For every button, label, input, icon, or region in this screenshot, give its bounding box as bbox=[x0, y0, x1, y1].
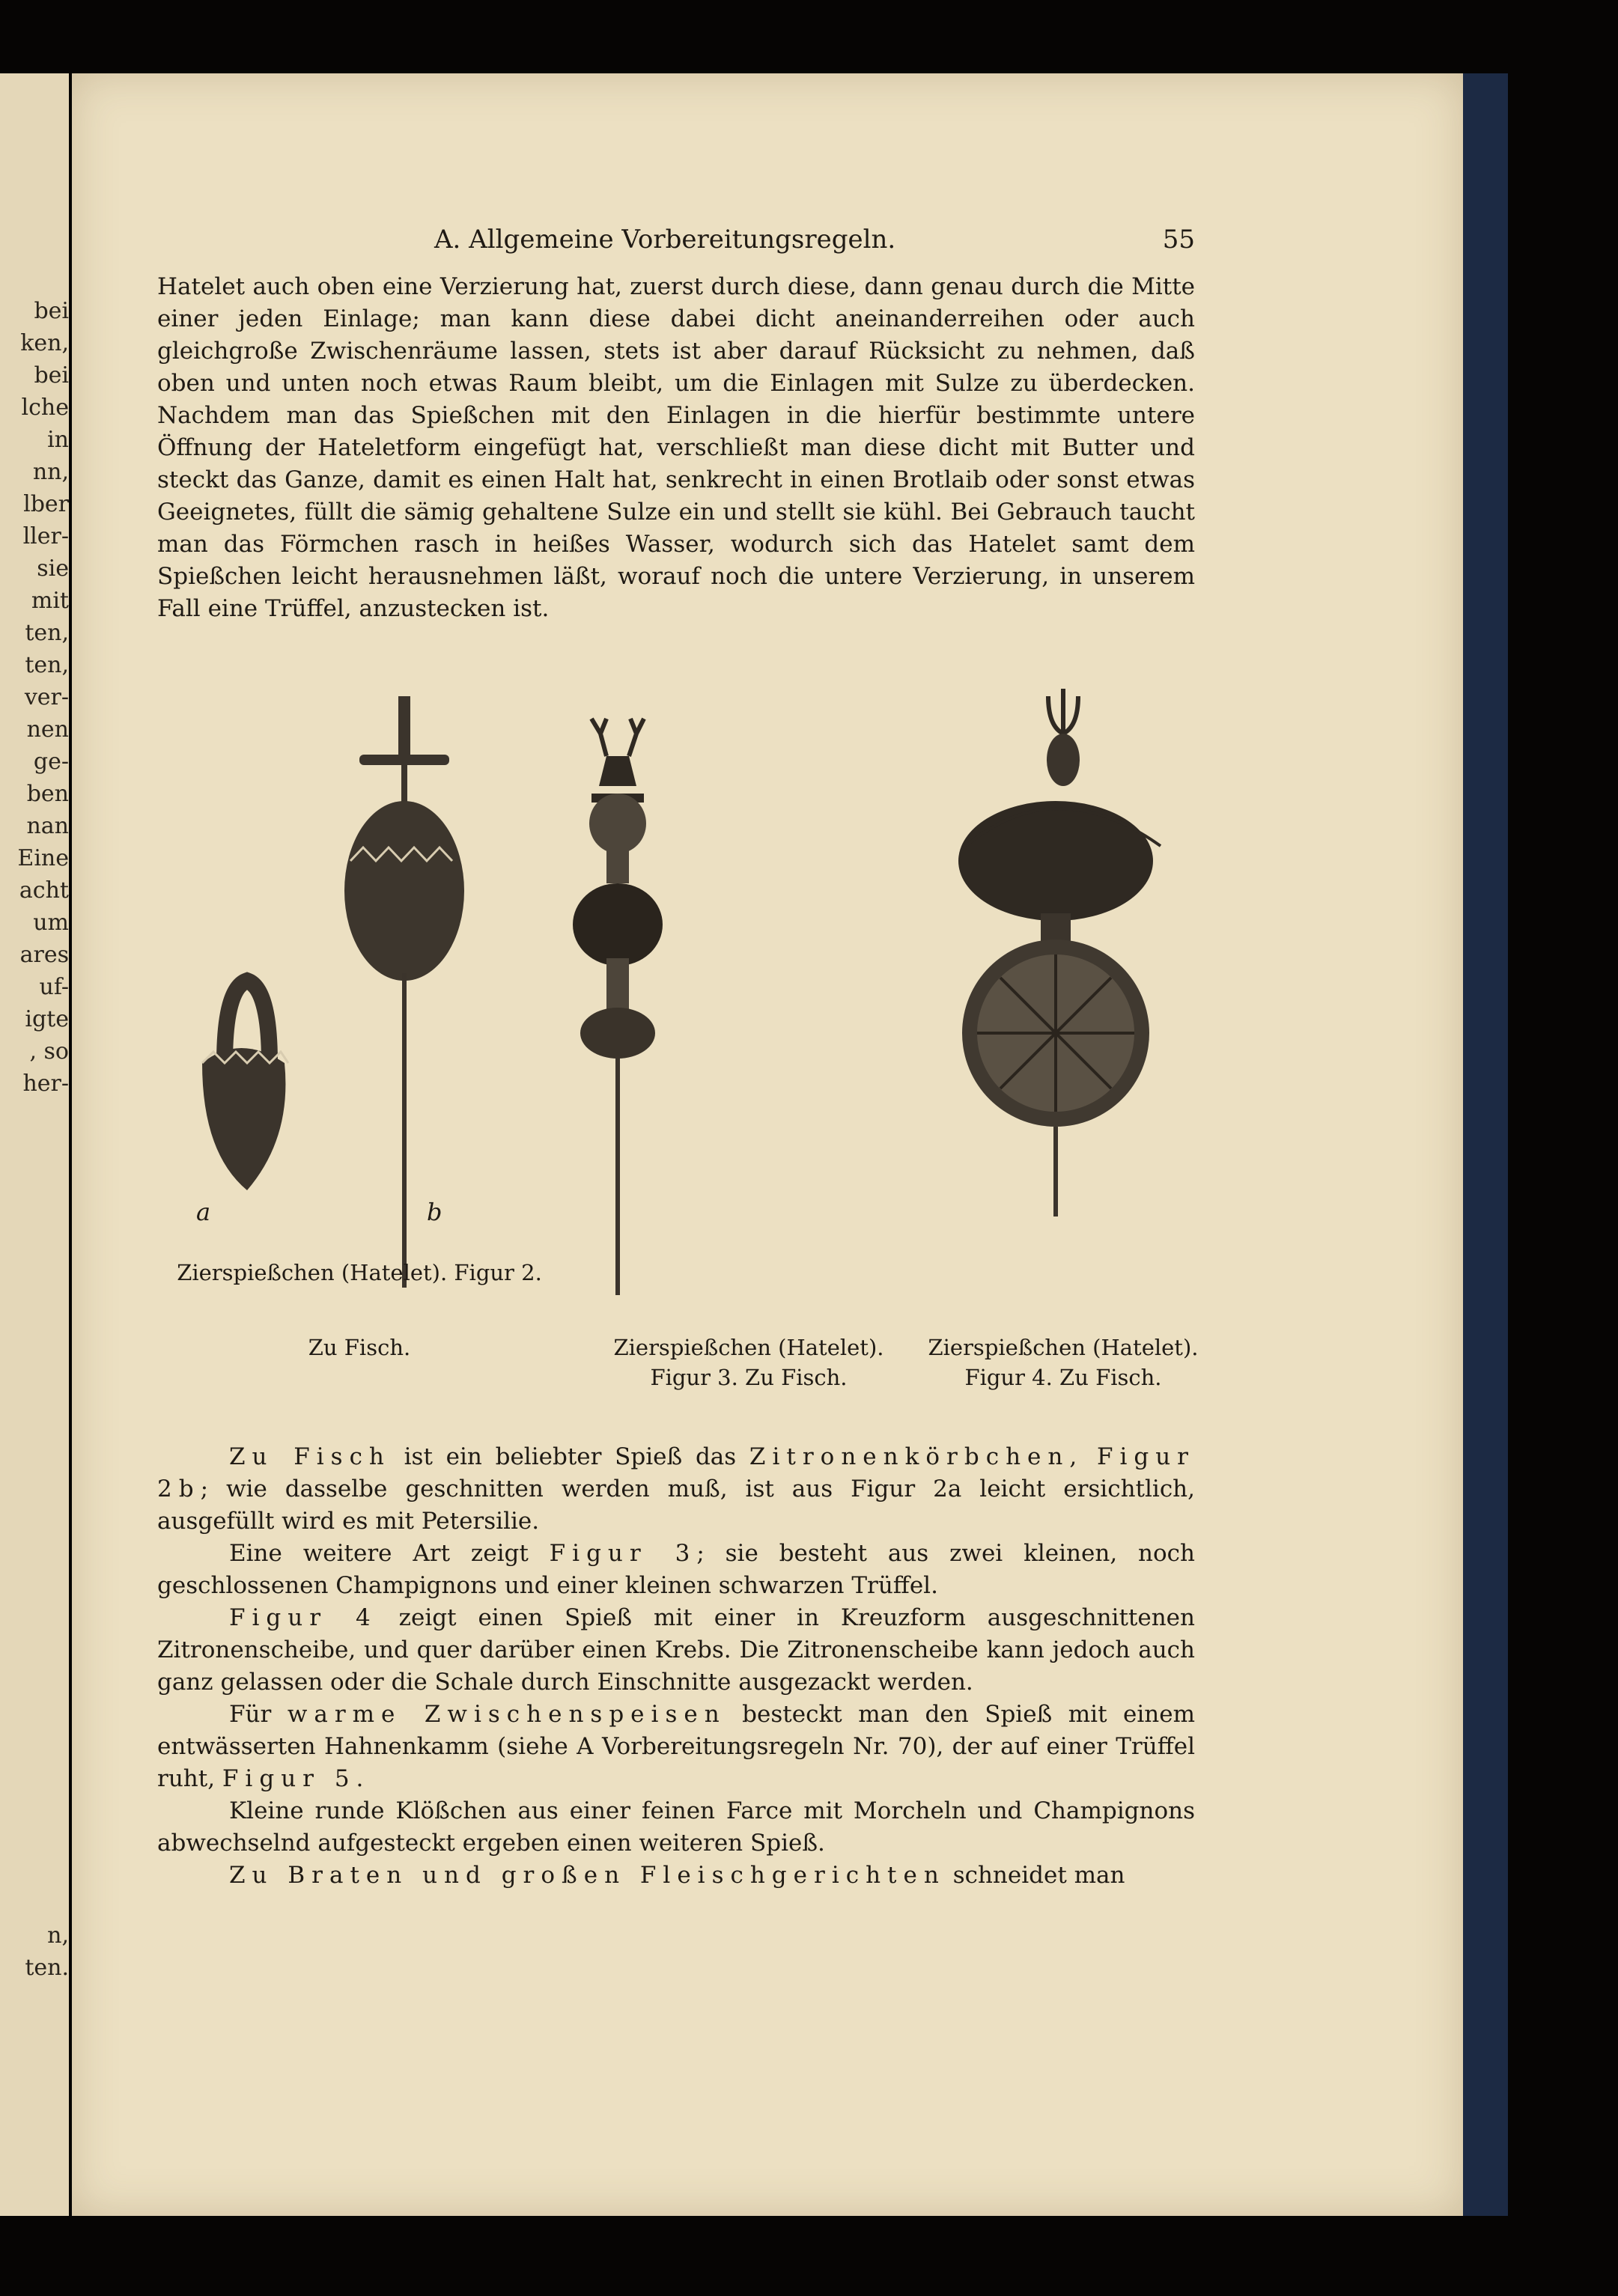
text-run: Eine weitere Art zeigt bbox=[229, 1540, 550, 1567]
figure-4-crayfish-skewer bbox=[958, 689, 1161, 1216]
text-run: besteckt man den Spieß mit einem entwässerten Hahnenkamm (siehe A Vorbereitungsregeln Nr. 70), der auf einer Trüffel ruht, bbox=[157, 1701, 1195, 1792]
spaced-text: Zu Braten und großen Fleischgerichten bbox=[229, 1862, 946, 1889]
margin-fragment: , so bbox=[29, 1038, 69, 1065]
spaced-text: warme Zwischenspeisen bbox=[287, 1701, 726, 1728]
margin-fragment: ten, bbox=[25, 620, 69, 646]
margin-fragment: bei bbox=[34, 362, 69, 389]
figure-3-stag-skewer bbox=[573, 719, 663, 1295]
figure-label-b: b bbox=[427, 1198, 442, 1226]
margin-fragment: in bbox=[47, 427, 69, 453]
spaced-text: Figur 5. bbox=[222, 1765, 371, 1792]
paragraph-warm-entrees bbox=[157, 1699, 1195, 1795]
facing-page-edge bbox=[0, 73, 69, 2216]
figure-label-a: a bbox=[196, 1198, 211, 1226]
margin-fragment: acht bbox=[19, 877, 69, 904]
caption-figure-2-line2: Zu Fisch. bbox=[308, 1335, 411, 1360]
margin-fragment: ken, bbox=[20, 330, 69, 356]
caption-figure-2-line1: Zierspießchen (Hatelet). Figur 2. bbox=[177, 1260, 542, 1285]
margin-fragment: ben bbox=[26, 781, 69, 807]
caption-figure-4-line1: Zierspießchen (Hatelet). bbox=[928, 1335, 1199, 1360]
margin-fragment: igte bbox=[25, 1006, 69, 1032]
text-run: ; wie dasselbe geschnitten werden muß, ist aus Figur 2a leicht ersichtlich, ausgefüllt wird es mit Petersilie. bbox=[157, 1476, 1195, 1535]
caption-figure-4-line2: Figur 4. Zu Fisch. bbox=[964, 1365, 1162, 1390]
paragraph-figure-3 bbox=[157, 1538, 1195, 1602]
paragraph-roasts bbox=[157, 1860, 1195, 1892]
book-cover-edge bbox=[1463, 73, 1508, 2216]
spaced-text: Figur 4 bbox=[229, 1604, 377, 1631]
running-title: A. Allgemeine Vorbereitungsregeln. bbox=[434, 225, 896, 255]
margin-fragment: Eine bbox=[17, 845, 69, 871]
caption-figure-4 bbox=[921, 1333, 1205, 1392]
caption-figure-3-line2: Figur 3. Zu Fisch. bbox=[650, 1365, 848, 1390]
margin-fragment: uf- bbox=[39, 974, 69, 1000]
margin-fragment: bei bbox=[34, 298, 69, 324]
figures-area bbox=[157, 674, 1195, 1295]
margin-fragment: her- bbox=[22, 1071, 69, 1097]
paragraph-figure-4 bbox=[157, 1602, 1195, 1699]
text-run: ist ein beliebter Spieß das bbox=[390, 1443, 749, 1470]
margin-fragment: sie bbox=[37, 555, 69, 582]
margin-fragment: um bbox=[33, 910, 69, 936]
paragraph-dumplings: Kleine runde Klößchen aus einer feinen Farce mit Morcheln und Champignons abwechselnd aufgesteckt ergeben einen weiteren Spieß. bbox=[157, 1797, 1195, 1857]
caption-figure-3 bbox=[599, 1333, 898, 1392]
figure-2b-sword-skewer bbox=[344, 696, 464, 1288]
caption-figure-2 bbox=[157, 1258, 562, 1288]
paragraph-hatelet-method: Hatelet auch oben eine Verzierung hat, zuerst durch diese, dann genau durch die Mitte einer jeden Einlage; man kann diese dabei dicht aneinanderreihen oder auch gleichgroße Zwischenräume lassen, stets ist aber darauf Rücksicht zu nehmen, daß oben und unten noch etwas Raum bleibt, um die Einlagen mit Sulze zu überdecken. Nachdem man das Spießchen mit den Einlagen in die hierfür bestimmte untere Öffnung der Hateletform eingefügt hat, verschließt man diese dicht mit Butter und steckt das Ganze, damit es einen Halt hat, senkrecht in einen Brotlaib oder sonst etwas Geeignetes, füllt die sämig gehaltene Sulze ein und stellt sie kühl. Bei Gebrauch taucht man das Förmchen rasch in heißes Wasser, wodurch sich das Hatelet samt dem Spießchen leicht herausnehmen läßt, worauf noch die untere Verzierung, in unserem Fall eine Trüffel, anzustecken ist. bbox=[157, 273, 1195, 622]
paragraph-lemon-basket bbox=[157, 1441, 1195, 1538]
margin-fragment: ver- bbox=[24, 684, 69, 710]
figure-2a-lemon-basket bbox=[202, 981, 288, 1190]
caption-figure-3-line1: Zierspießchen (Hatelet). bbox=[613, 1335, 884, 1360]
spaced-text: Figur 2b bbox=[157, 1443, 1195, 1502]
text-run: ; sie besteht aus zwei kleinen, noch geschlossenen Champignons und einer kleinen schwarzen Trüffel. bbox=[157, 1540, 1195, 1599]
margin-fragment: lber bbox=[23, 491, 69, 517]
margin-fragment: n, bbox=[47, 1922, 69, 1949]
spaced-text: Figur 3 bbox=[549, 1540, 697, 1567]
caption-figure-2-line2-wrap bbox=[157, 1333, 562, 1362]
margin-fragment: ge- bbox=[33, 749, 69, 775]
running-header bbox=[157, 225, 1195, 255]
figures-illustration bbox=[157, 674, 1195, 1295]
text-run: schneidet man bbox=[945, 1862, 1125, 1889]
margin-fragment: ten. bbox=[25, 1955, 69, 1981]
text-run: Für bbox=[229, 1701, 288, 1728]
margin-fragment: lche bbox=[21, 395, 69, 421]
margin-fragment: ares bbox=[19, 942, 69, 968]
margin-fragment: nn, bbox=[32, 459, 69, 485]
margin-fragment: mit bbox=[31, 588, 69, 614]
page-number: 55 bbox=[1162, 225, 1195, 255]
spaced-text: Zitronenkörbchen, bbox=[749, 1443, 1084, 1470]
spaced-text: Zu Fisch bbox=[229, 1443, 391, 1470]
text-run: zeigt einen Spieß mit einer in Kreuzform ausgeschnittenen Zitronenscheibe, und quer darüber einen Krebs. Die Zitronenscheibe kann jedoch auch ganz gelassen oder die Schale durch Einschnitte ausgezackt werden. bbox=[157, 1604, 1195, 1696]
margin-fragment: nen bbox=[26, 716, 69, 743]
margin-fragment: nan bbox=[26, 813, 69, 839]
margin-fragment: ten, bbox=[25, 652, 69, 678]
margin-fragment: ller- bbox=[22, 523, 69, 549]
